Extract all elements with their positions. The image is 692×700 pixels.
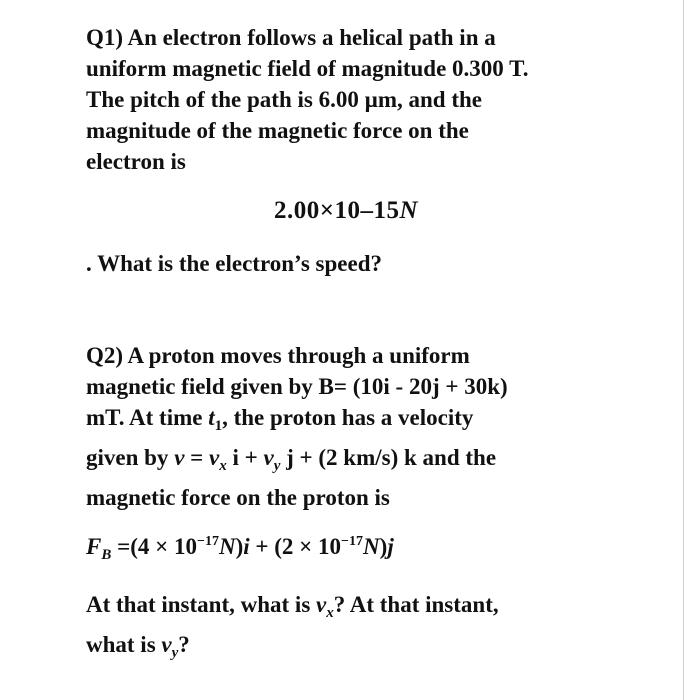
force-part-b: ) [235,534,244,559]
q2-line-5: magnetic force on the proton is [86,485,390,510]
F-subscript: B [101,547,112,563]
q2-force-equation [86,526,394,571]
q1-statement [86,22,616,177]
ask-d: ? [178,632,190,657]
q2-line-1: Q2) A proton moves through a uniform [86,343,470,368]
q1-force-equation [86,195,606,226]
N-symbol-1: N [218,534,236,559]
q1-force-value: 2.00×10–15 [273,197,400,224]
ask-vx-subscript: x [326,605,334,621]
force-part-a: =(4 × 10 [111,534,197,559]
ask-vy-subscript: y [171,645,179,661]
t-symbol: t [208,405,215,430]
q1-line-5: electron is [86,149,186,174]
i-unit: i + [226,445,264,470]
ask-vy-symbol: v [161,632,172,657]
q2-statement [86,340,606,513]
force-part-d: ) [379,534,388,559]
q2-question [86,589,606,669]
q2-ask-line-1 [86,589,606,629]
q2-line-4-a: given by [86,445,175,470]
exponent-2: −17 [341,534,364,549]
ask-vx-symbol: v [316,592,327,617]
vy-symbol: v [263,445,274,470]
q2-line-3-b: , the proton has a velocity [222,405,474,430]
q1-force-unit: N [399,197,419,224]
vx-subscript: x [219,458,227,474]
q2-line-3-a: mT. At time [86,405,209,430]
q2-line-3 [86,402,606,442]
q2-line-4 [86,442,606,482]
force-part-c: + (2 × 10 [249,534,342,559]
q1-line-1: Q1) An electron follows a helical path in a [86,25,496,50]
v-symbol: v [174,445,185,470]
q1-line-3: The pitch of the path is 6.00 µm, and the [86,87,482,112]
q2-ask-line-2 [86,629,606,669]
q1-line-4: magnitude of the magnetic force on the [86,118,469,143]
j-vector: j [387,534,394,559]
vy-subscript: y [273,458,281,474]
q2-line-2: magnetic field given by B= (10i - 20j + 30k) [86,374,508,399]
t-subscript: 1 [214,418,223,434]
F-symbol: F [86,534,102,559]
ask-c: what is [86,632,162,657]
vx-symbol: v [209,445,220,470]
i-vector: i [243,534,250,559]
equals-sign: = [184,445,210,470]
N-symbol-2: N [363,534,380,559]
q1-question: . What is the electron’s speed? [86,251,383,276]
exponent-1: −17 [196,534,219,549]
q2-line-4-b: j + (2 km/s) k and the [280,445,497,470]
ask-a: At that instant, what is [86,592,317,617]
q1-line-2: uniform magnetic field of magnitude 0.300 T. [86,56,529,81]
ask-b: ? At that instant, [333,592,499,617]
